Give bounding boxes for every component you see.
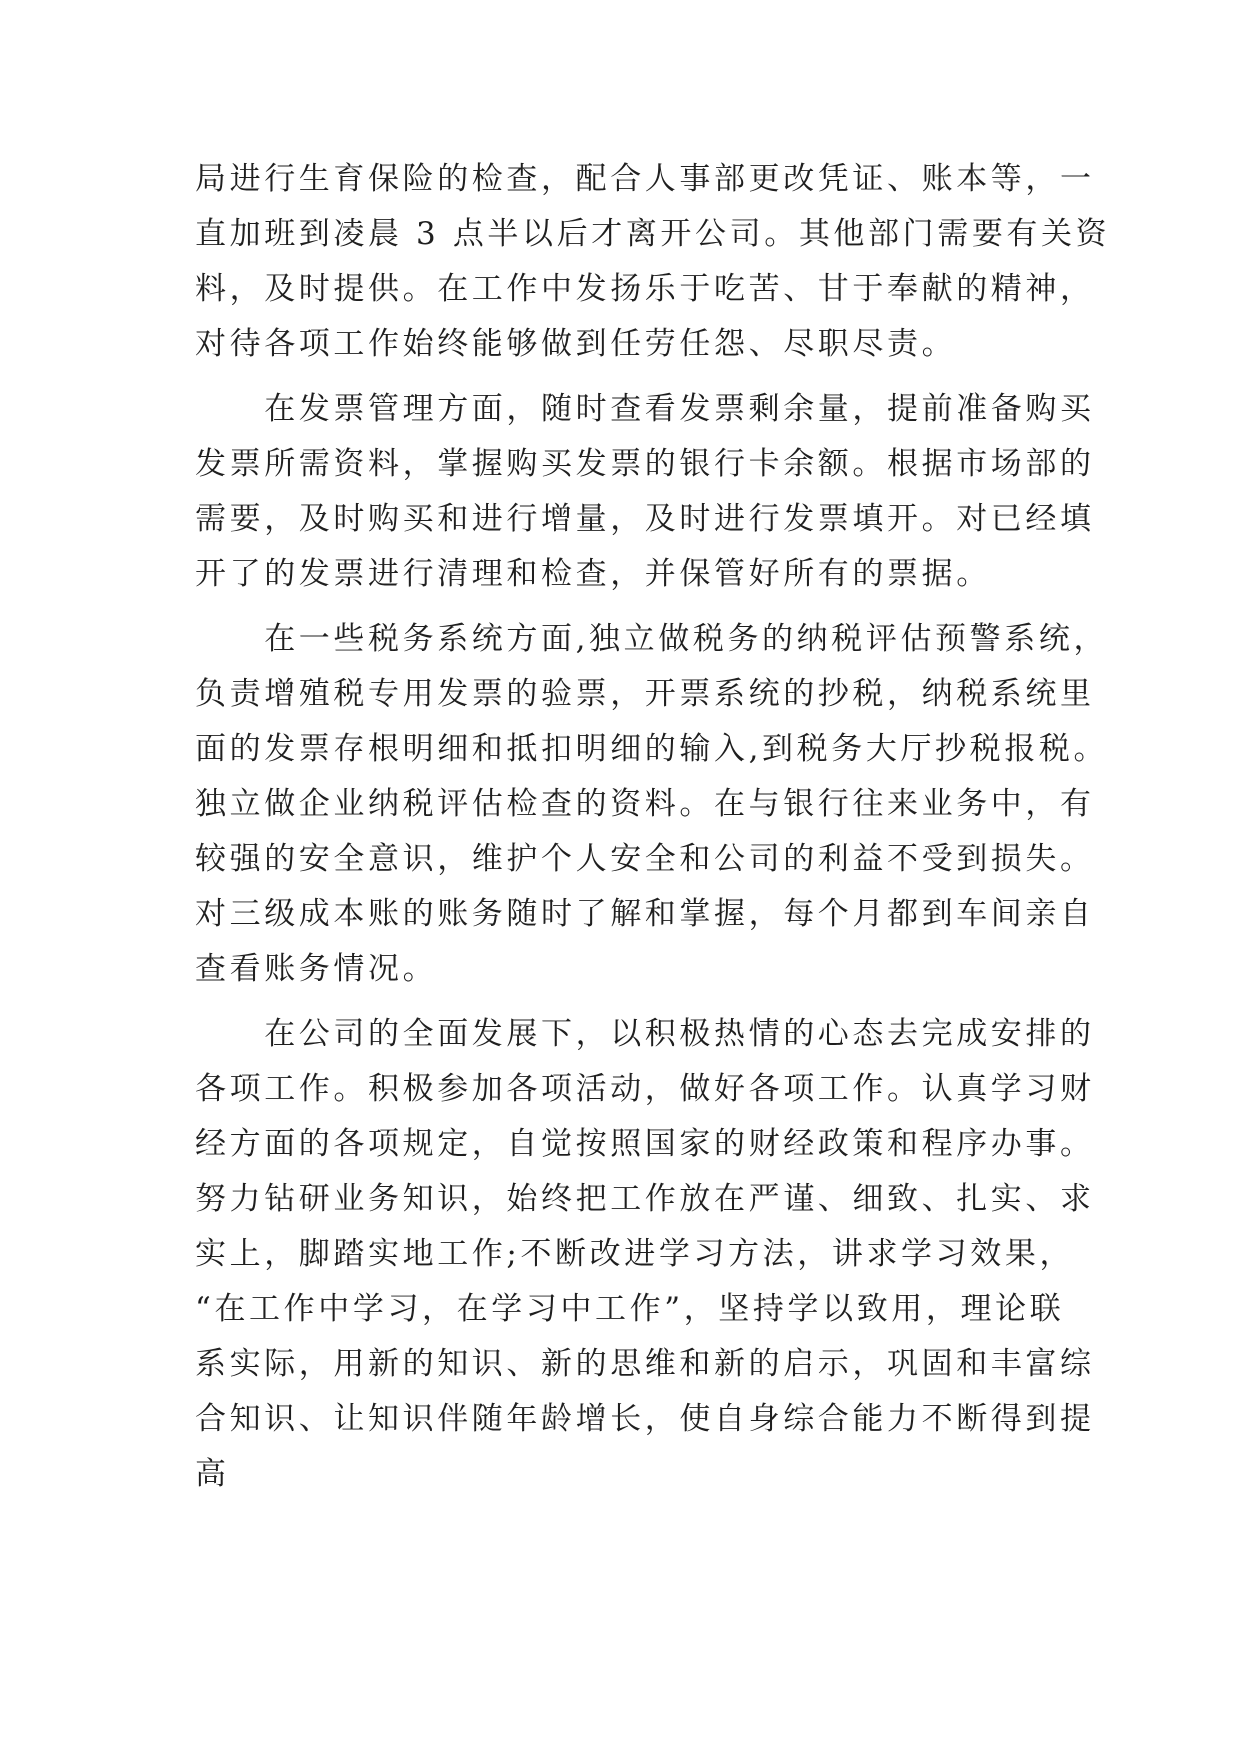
text-line: 局进行生育保险的检查，配合人事部更改凭证、账本等，一 <box>195 161 1095 197</box>
paragraph <box>195 612 1109 997</box>
text-line: 系实际，用新的知识、新的思维和新的启示，巩固和丰富综 <box>195 1346 1095 1382</box>
text-line: 高 <box>195 1456 230 1492</box>
text-line: 料，及时提供。在工作中发扬乐于吃苦、甘于奉献的精神， <box>195 271 1095 307</box>
paragraph <box>195 152 1111 372</box>
text-line: 在发票管理方面，随时查看发票剩余量，提前准备购买 <box>195 391 1095 427</box>
document-body <box>195 152 1111 1502</box>
text-line: 在公司的全面发展下，以积极热情的心态去完成安排的 <box>195 1016 1095 1052</box>
text-line: 对待各项工作始终能够做到任劳任怨、尽职尽责。 <box>195 326 957 362</box>
text-line: 在一些税务系统方面,独立做税务的纳税评估预警系统， <box>195 621 1109 657</box>
text-line: 面的发票存根明细和抵扣明细的输入,到税务大厅抄税报税。 <box>195 731 1109 767</box>
text-line: 对三级成本账的账务随时了解和掌握，每个月都到车间亲自 <box>195 896 1095 932</box>
text-line: 经方面的各项规定，自觉按照国家的财经政策和程序办事。 <box>195 1126 1095 1162</box>
text-line: 实上，脚踏实地工作;不断改进学习方法，讲求学习效果， <box>195 1236 1075 1272</box>
text-line: 各项工作。积极参加各项活动，做好各项工作。认真学习财 <box>195 1071 1095 1107</box>
text-line: 需要，及时购买和进行增量，及时进行发票填开。对已经填 <box>195 501 1095 537</box>
text-line: 独立做企业纳税评估检查的资料。在与银行往来业务中，有 <box>195 786 1095 822</box>
text-line: 发票所需资料，掌握购买发票的银行卡余额。根据市场部的 <box>195 446 1095 482</box>
text-line: 直加班到凌晨 3 点半以后才离开公司。其他部门需要有关资 <box>195 216 1111 252</box>
text-line: 负责增殖税专用发票的验票，开票系统的抄税，纳税系统里 <box>195 676 1095 712</box>
text-line: 开了的发票进行清理和检查，并保管好所有的票据。 <box>195 556 991 592</box>
text-line: 较强的安全意识，维护个人安全和公司的利益不受到损失。 <box>195 841 1095 877</box>
text-line: 努力钻研业务知识，始终把工作放在严谨、细致、扎实、求 <box>195 1181 1095 1217</box>
text-line: “在工作中学习，在学习中工作”，坚持学以致用，理论联 <box>195 1291 1065 1327</box>
paragraph <box>195 382 1095 602</box>
text-line: 合知识、让知识伴随年龄增长，使自身综合能力不断得到提 <box>195 1401 1095 1437</box>
paragraph <box>195 1007 1095 1502</box>
text-line: 查看账务情况。 <box>195 951 438 987</box>
